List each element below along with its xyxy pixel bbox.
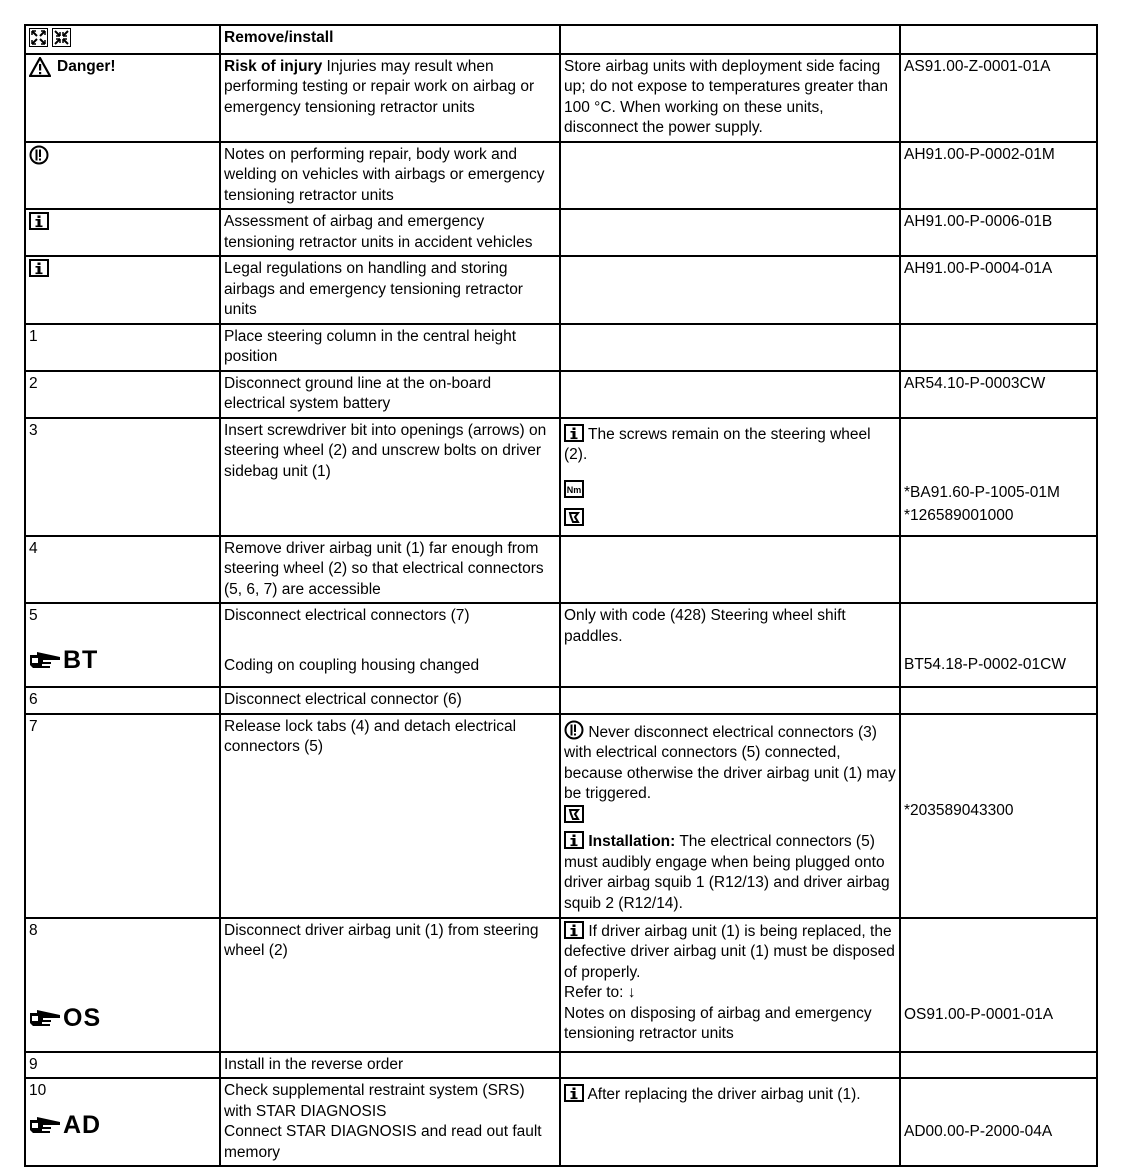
special-tool-icon xyxy=(564,508,584,526)
pointing-hand-icon xyxy=(29,1009,61,1027)
step-number: 3 xyxy=(25,418,220,536)
table-row xyxy=(25,603,1097,687)
step7-tool-ref[interactable]: *203589043300 xyxy=(904,801,1014,819)
step8-refer-text[interactable]: Notes on disposing of airbag and emergency tensioning retractor units xyxy=(564,1004,872,1042)
step-text: Release lock tabs (4) and detach electrical connectors (5) xyxy=(220,714,560,918)
info-icon xyxy=(564,424,584,442)
danger-title: Risk of injury xyxy=(224,57,323,75)
step10-note: After replacing the driver airbag unit (1). xyxy=(587,1086,861,1103)
step-number: 5 xyxy=(29,607,38,624)
step3-note: The screws remain on the steering wheel (2). xyxy=(564,425,871,463)
step10-ref[interactable]: AD00.00-P-2000-04A xyxy=(904,1123,1053,1140)
step-number: 9 xyxy=(25,1052,220,1079)
caution-circle-icon xyxy=(564,720,584,740)
pointing-hand-icon xyxy=(29,651,61,669)
danger-label: Danger! xyxy=(29,57,216,78)
step8-ref[interactable]: OS91.00-P-0001-01A xyxy=(904,1005,1054,1023)
info-icon xyxy=(564,831,584,849)
step5-sub-text: Coding on coupling housing changed xyxy=(224,656,480,674)
remove-install-icons xyxy=(25,25,220,54)
installation-text: The electrical connectors (5) must audibly engage when being plugged onto driver airbag squib 1 (R12/13) and driver airbag squib 2 (R12/14). xyxy=(564,833,890,912)
warning-triangle-icon xyxy=(29,57,51,77)
step-number: 7 xyxy=(25,714,220,918)
step-text: Disconnect electrical connectors (7) xyxy=(224,607,470,624)
step-text: Disconnect ground line at the on-board electrical system battery xyxy=(220,371,560,418)
table-row xyxy=(25,714,1097,918)
special-tool-icon xyxy=(564,805,584,823)
svg-text:Nm: Nm xyxy=(566,484,582,495)
bt-reference[interactable]: BT xyxy=(29,647,216,673)
note1-ref[interactable]: AH91.00-P-0002-01M xyxy=(900,142,1097,210)
step3-nm-ref[interactable]: *BA91.60-P-1005-01M xyxy=(904,483,1060,501)
header-title: Remove/install xyxy=(220,25,560,54)
step-number: 4 xyxy=(25,536,220,604)
step7-warning: Never disconnect electrical connectors (3) with electrical connectors (5) connected, because otherwise the driver airbag unit (1) may be triggered. xyxy=(564,723,896,802)
step-text: Disconnect driver airbag unit (1) from steering wheel (2) xyxy=(220,918,560,1052)
table-row xyxy=(25,371,1097,418)
step5-note: Only with code (428) Steering wheel shift paddles. xyxy=(560,603,900,687)
step-number: 6 xyxy=(25,687,220,714)
note3-ref[interactable]: AH91.00-P-0004-01A xyxy=(900,256,1097,324)
procedure-table xyxy=(24,24,1098,1167)
step-ref[interactable]: AR54.10-P-0003CW xyxy=(900,371,1097,418)
step-text: Insert screwdriver bit into openings (arrows) on steering wheel (2) and unscrew bolts on driver sidebag unit (1) xyxy=(220,418,560,536)
note3-text: Legal regulations on handling and storing airbags and emergency tensioning retractor units xyxy=(220,256,560,324)
step3-tool-ref[interactable]: *126589001000 xyxy=(904,507,1014,524)
torque-nm-icon xyxy=(564,480,584,498)
step-number: 8 xyxy=(29,921,38,939)
table-row-note xyxy=(25,209,1097,256)
caution-circle-icon xyxy=(29,145,49,165)
step-number: 2 xyxy=(25,371,220,418)
danger-ref[interactable]: AS91.00-Z-0001-01A xyxy=(900,54,1097,142)
note2-ref[interactable]: AH91.00-P-0006-01B xyxy=(900,209,1097,256)
info-icon xyxy=(29,259,49,277)
table-row xyxy=(25,324,1097,371)
info-icon xyxy=(564,921,584,939)
table-row-note xyxy=(25,142,1097,210)
step-number: 1 xyxy=(25,324,220,371)
step-text: Remove driver airbag unit (1) far enough from steering wheel (2) so that electrical connectors (5, 6, 7) are accessible xyxy=(220,536,560,604)
table-row xyxy=(25,687,1097,714)
table-row xyxy=(25,536,1097,604)
table-row-note xyxy=(25,256,1097,324)
step-text: Check supplemental restraint system (SRS) with STAR DIAGNOSIS xyxy=(224,1082,525,1120)
install-icon xyxy=(52,28,71,47)
os-reference[interactable]: OS xyxy=(29,1005,216,1031)
table-row xyxy=(25,418,1097,536)
table-row xyxy=(25,918,1097,1052)
table-row xyxy=(25,1052,1097,1079)
note2-text: Assessment of airbag and emergency tensioning retractor units in accident vehicles xyxy=(220,209,560,256)
remove-icon xyxy=(29,28,48,47)
step-text: Install in the reverse order xyxy=(220,1052,560,1079)
table-row xyxy=(25,1078,1097,1166)
table-row-danger xyxy=(25,54,1097,142)
step-number: 10 xyxy=(29,1082,47,1099)
step8-note: If driver airbag unit (1) is being replaced, the defective driver airbag unit (1) must be disposed of properly. xyxy=(564,922,895,981)
danger-text: Injuries may result when performing testing or repair work on airbag or emergency tensioning retractor units xyxy=(224,57,535,116)
note1-text: Notes on performing repair, body work and welding on vehicles with airbags or emergency tensioning retractor units xyxy=(220,142,560,210)
danger-note: Store airbag units with deployment side facing up; do not expose to temperatures greater than 100 °C. When working on these units, disconnect the power supply. xyxy=(560,54,900,142)
step5-ref[interactable]: BT54.18-P-0002-01CW xyxy=(904,656,1066,673)
info-icon xyxy=(29,212,49,230)
installation-label: Installation: xyxy=(588,833,676,850)
ad-reference[interactable]: AD xyxy=(29,1112,216,1138)
step8-refer: Refer to: ↓ xyxy=(564,984,636,1001)
step10-sub-text: Connect STAR DIAGNOSIS and read out fault memory xyxy=(224,1123,542,1161)
step-text: Place steering column in the central height position xyxy=(220,324,560,371)
step-text: Disconnect electrical connector (6) xyxy=(220,687,560,714)
pointing-hand-icon xyxy=(29,1116,61,1134)
table-row-header xyxy=(25,25,1097,54)
info-icon xyxy=(564,1084,584,1102)
